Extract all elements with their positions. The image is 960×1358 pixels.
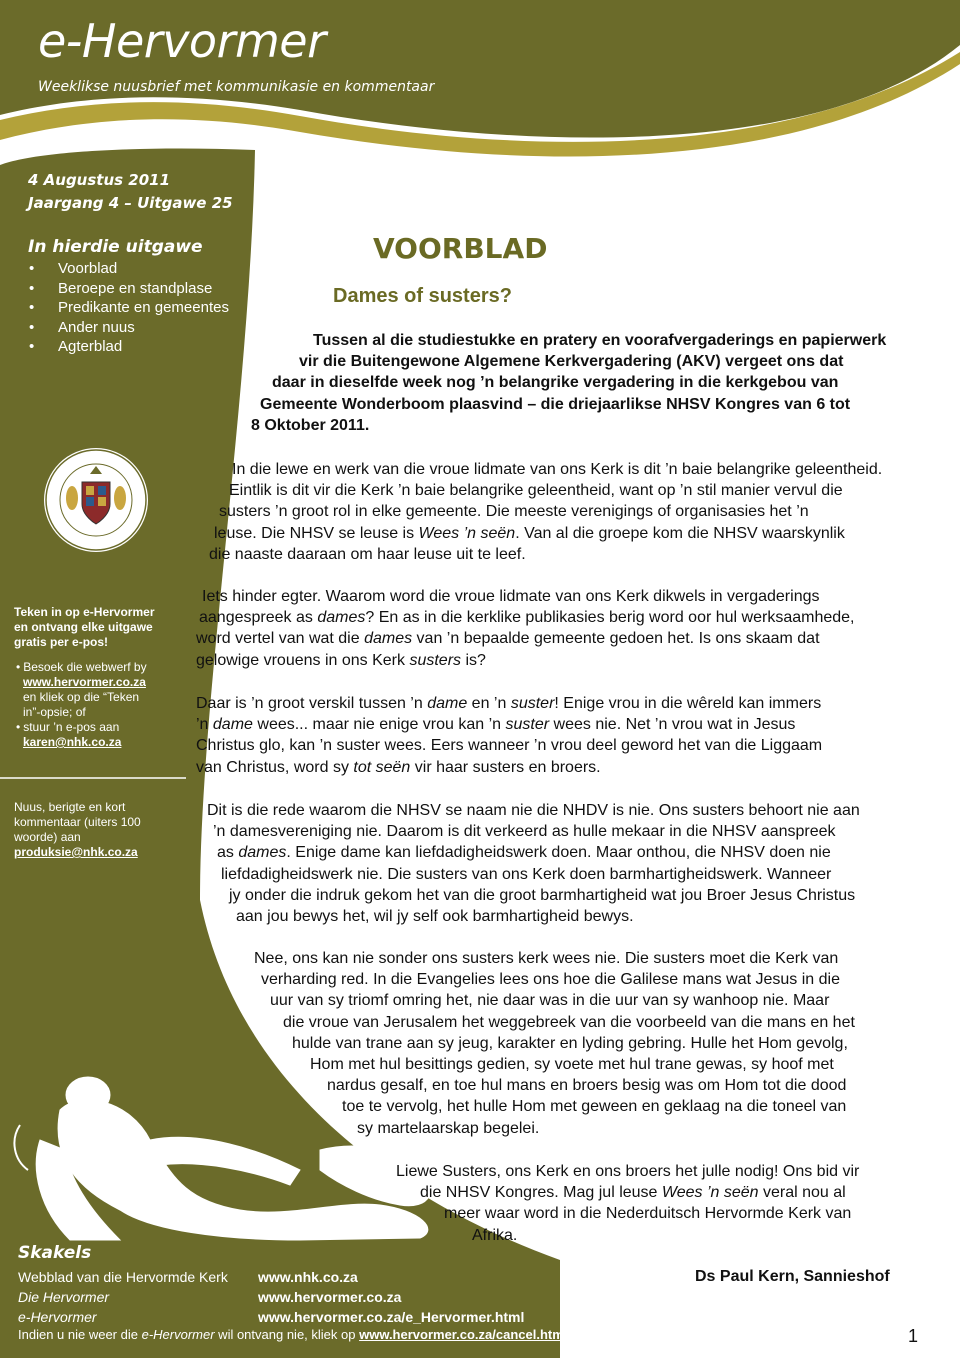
link-url[interactable]: www.hervormer.co.za/e_Hervormer.html <box>258 1309 525 1325</box>
subscribe-step: • Besoek die webwerf by <box>16 660 180 675</box>
article-paragraph: In die lewe en werk van die vroue lidmate van ons Kerk is dit ’n baie belangrike geleentheid. Eintlik is dit vir die Kerk ’n baie belangrike geleentheid, want op ’n stil manier vervul die susters ’n groot rol in elke gemeente. Die meeste verenigings of organisasies het ’n leuse. Die NHSV se leuse is Wees ’n seën. Van al die groepe kom die NHSV waarskynlik die naaste daaraan om haar leuse uit te leef. <box>209 461 883 563</box>
article-paragraph: Iets hinder egter. Waarom word die vroue lidmate van ons Kerk dikwels in vergaderings aangespreek as dames? En as in die kerklike publikasies berig word oor hul werksaamhede, word vertel van wat die dames van ’n bepaalde gemeente gedoen het. Is ons skaam dat gelowige vrouens in ons Kerk susters is? <box>196 588 855 669</box>
page-number: 1 <box>908 1326 919 1346</box>
article-paragraph: Nee, ons kan nie sonder ons susters kerk wees nie. Die susters moet die Kerk van verharding red. In die Evangelies lees ons hoe die Galilese mans wat Jesus in die uur van sy triomf omring het, nie daar was in die uur van sy wanhoop nie. Maar die vroue van Jerusalem het weggebreek van die voorbeeld van die mans en het hulde van trane aan sy jeug, karakter en lyding gebring. Hulle het Hom gevolg, Hom met hul besittings gedien, sy voete met hul trane gewas, sy hoof met nardus gesalf, en toe hul mans en broers besig was om Hom tot die dood toe te vervolg, het hulle Hom met geween en geklaag na die toneel van sy martelaarskap begelei. <box>254 950 855 1137</box>
subscribe-line: gratis per e-pos! <box>14 635 109 649</box>
contents-item[interactable]: • Ander nuus <box>28 318 229 338</box>
church-seal-logo <box>44 448 148 552</box>
issue-volume: Jaargang 4 – Uitgawe 25 <box>28 194 233 212</box>
news-submit-line: woorde) aan <box>14 830 81 844</box>
article-paragraph: Daar is ’n groot verskil tussen ’n dame en ’n suster! Enige vrou in die wêreld kan immers ’n dame wees... maar nie enige vrou kan ’n suster wees nie. Net ’n vrou wat in Jesus Christus glo, kan ’n suster wees. Eers wanneer ’n vrou deel geword het van die Liggaam van Christus, word sy tot seën vir haar susters en broers. <box>196 695 823 776</box>
unsubscribe-link[interactable]: www.hervormer.co.za/cancel.html <box>359 1327 568 1342</box>
contents-item[interactable]: • Agterblad <box>28 337 229 357</box>
subscribe-line: en ontvang elke uitgawe <box>14 620 153 634</box>
article-signature: Ds Paul Kern, Sannieshof <box>695 1268 890 1285</box>
unsubscribe-footer: Indien u nie weer die e-Hervormer wil ontvang nie, kliek op www.hervormer.co.za/cancel.html <box>18 1327 568 1342</box>
website-link[interactable]: www.hervormer.co.za <box>23 675 146 689</box>
news-submit-line: kommentaar (uiters 100 <box>14 815 141 829</box>
article-title: Dames of susters? <box>333 285 512 307</box>
link-url[interactable]: www.hervormer.co.za <box>258 1289 402 1305</box>
link-label: e-Hervormer <box>18 1309 97 1325</box>
newsletter-subtitle: Weeklikse nuusbrief met kommunikasie en kommentaar <box>38 79 435 95</box>
email-link[interactable]: karen@nhk.co.za <box>23 735 122 749</box>
newsletter-title: e-Hervormer <box>38 14 326 68</box>
subscribe-step: in”-opsie; of <box>23 705 86 719</box>
subscribe-line: Teken in op e-Hervormer <box>14 605 155 619</box>
article-paragraph: Liewe Susters, ons Kerk en ons broers het julle nodig! Ons bid vir die NHSV Kongres. Mag jul leuse Wees ’n seën veral nou al meer waar word in die Nederduitsch Hervormde Kerk van Afrika. <box>396 1163 860 1244</box>
submit-email-link[interactable]: produksie@nhk.co.za <box>14 845 138 859</box>
news-submit-line: Nuus, berigte en kort <box>14 800 126 814</box>
contents-heading: In hierdie uitgawe <box>28 237 203 257</box>
contents-item[interactable]: • Predikante en gemeentes <box>28 298 229 318</box>
issue-date: 4 Augustus 2011 <box>28 171 171 189</box>
article-paragraph: Dit is die rede waarom die NHSV se naam nie die NHDV is nie. Ons susters behoort nie aan ’n damesvereniging nie. Daarom is dit verkeerd as hulle mekaar in die NHSV aanspreek as dames. Enige dame kan liefdadigheidswerk doen. Maar onthou, die NHSV doen nie liefdadigheidswerk nie. Die susters van ons Kerk doen barmhartigheidswerk. Wanneer jy onder die indruk gekom het van die groot barmhartigheid wat jou Broer Jesus Christus aan jou bewys het, wil jy self ook barmhartigheid bewys. <box>207 802 860 926</box>
link-url[interactable]: www.nhk.co.za <box>258 1269 358 1285</box>
news-submit-box <box>14 800 180 860</box>
links-heading: Skakels <box>18 1243 92 1263</box>
contents-list <box>28 259 229 357</box>
subscribe-step: • stuur ’n e-pos aan <box>16 720 180 735</box>
contents-item[interactable]: • Voorblad <box>28 259 229 279</box>
subscribe-box <box>14 605 180 750</box>
article-lead: Tussen al die studiestukke en pratery en voorafvergaderings en papierwerk vir die Buitengewone Algemene Kerkvergadering (AKV) vergeet ons dat daar in dieselfde week nog ’n belangrike vergadering in die kerkgebou van Gemeente Wonderboom plaasvind – die driejaarlikse NHSV Kongres van 6 tot 8 Oktober 2011. <box>251 332 887 434</box>
subscribe-step: en kliek op die “Teken <box>23 690 140 704</box>
section-heading: VOORBLAD <box>373 232 548 265</box>
contents-item[interactable]: • Beroepe en standplase <box>28 279 229 299</box>
links-labels <box>18 1267 228 1327</box>
links-urls <box>258 1267 524 1327</box>
link-label: Die Hervormer <box>18 1289 110 1305</box>
link-label: Webblad van die Hervormde Kerk <box>18 1269 228 1285</box>
